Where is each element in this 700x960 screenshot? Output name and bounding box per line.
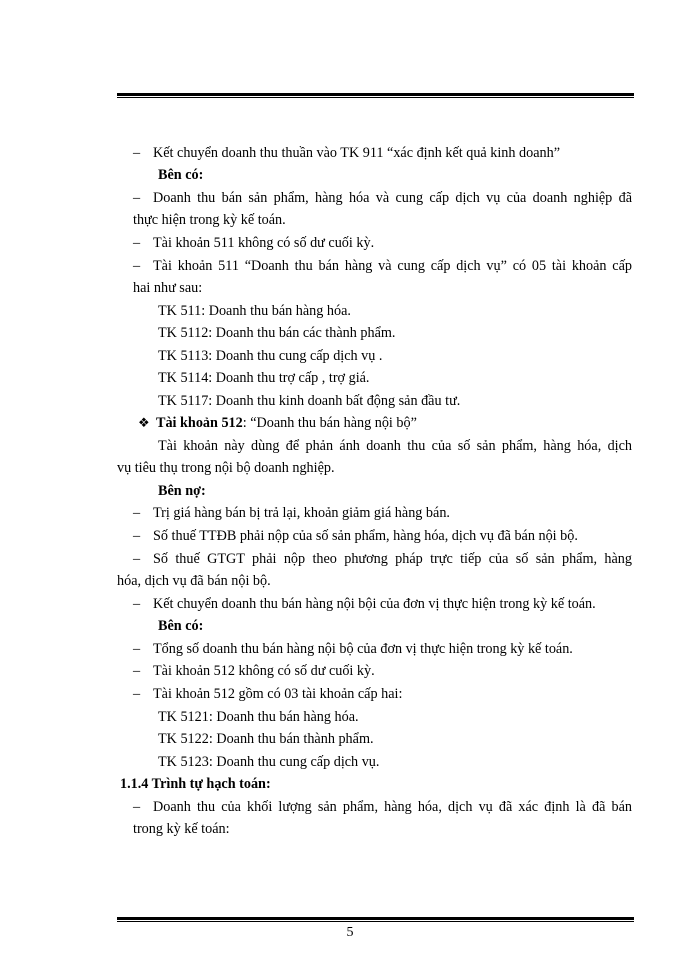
- text-line: – Kết chuyển doanh thu thuần vào TK 911 “xác định kết quả kinh doanh”: [133, 145, 560, 161]
- account-item: TK 5117: Doanh thu kinh doanh bất động sản đầu tư.: [158, 393, 461, 409]
- account-item: TK 5122: Doanh thu bán thành phẩm.: [158, 731, 374, 747]
- text-line: – Doanh thu bán sản phẩm, hàng hóa và cung cấp dịch vụ của doanh nghiệp đã: [133, 190, 632, 206]
- text-line: – Kết chuyển doanh thu bán hàng nội bội của đơn vị thực hiện trong kỳ kế toán.: [133, 596, 596, 612]
- text-line: hai như sau:: [133, 280, 203, 296]
- text-line: trong kỳ kế toán:: [133, 821, 230, 837]
- text-line: vụ tiêu thụ trong nội bộ doanh nghiệp.: [117, 460, 335, 476]
- text-line: – Số thuế TTĐB phải nộp của số sản phẩm, hàng hóa, dịch vụ đã bán nội bộ.: [133, 528, 578, 544]
- heading-ben-co: Bên có:: [158, 618, 204, 634]
- account-item: TK 5123: Doanh thu cung cấp dịch vụ.: [158, 754, 380, 770]
- text-line: – Tổng số doanh thu bán hàng nội bộ của đơn vị thực hiện trong kỳ kế toán.: [133, 641, 573, 657]
- section-heading-512: ❖ Tài khoản 512: “Doanh thu bán hàng nội bộ”: [138, 415, 417, 431]
- section-heading-1-1-4: 1.1.4 Trình tự hạch toán:: [120, 776, 271, 792]
- text-line: hóa, dịch vụ đã bán nội bộ.: [117, 573, 271, 589]
- text-line: – Tài khoản 511 không có số dư cuối kỳ.: [133, 235, 375, 251]
- footer-rule: [117, 917, 634, 922]
- heading-ben-no: Bên nợ:: [158, 483, 206, 499]
- header-rule: [117, 93, 634, 98]
- account-item: TK 5121: Doanh thu bán hàng hóa.: [158, 709, 359, 725]
- diamond-bullet-icon: ❖: [138, 415, 150, 430]
- text-line: – Tài khoản 512 gồm có 03 tài khoản cấp hai:: [133, 686, 403, 702]
- account-item: TK 5113: Doanh thu cung cấp dịch vụ .: [158, 348, 383, 364]
- text-line: – Tài khoản 511 “Doanh thu bán hàng và cung cấp dịch vụ” có 05 tài khoản cấp: [133, 258, 632, 274]
- text-line: – Tài khoản 512 không có số dư cuối kỳ.: [133, 663, 375, 679]
- text-line: Tài khoản này dùng để phản ánh doanh thu của số sản phẩm, hàng hóa, dịch: [158, 438, 632, 454]
- account-item: TK 5114: Doanh thu trợ cấp , trợ giá.: [158, 370, 370, 386]
- heading-ben-co: Bên có:: [158, 167, 204, 183]
- account-item: TK 5112: Doanh thu bán các thành phẩm.: [158, 325, 396, 341]
- text-line: – Doanh thu của khối lượng sản phẩm, hàng hóa, dịch vụ đã xác định là đã bán: [133, 799, 632, 815]
- text-line: – Số thuế GTGT phải nộp theo phương pháp trực tiếp của số sản phẩm, hàng: [133, 551, 632, 567]
- text-line: – Trị giá hàng bán bị trả lại, khoản giảm giá hàng bán.: [133, 505, 450, 521]
- page-number: 5: [346, 925, 354, 940]
- account-item: TK 511: Doanh thu bán hàng hóa.: [158, 303, 351, 319]
- text-line: thực hiện trong kỳ kế toán.: [133, 212, 286, 228]
